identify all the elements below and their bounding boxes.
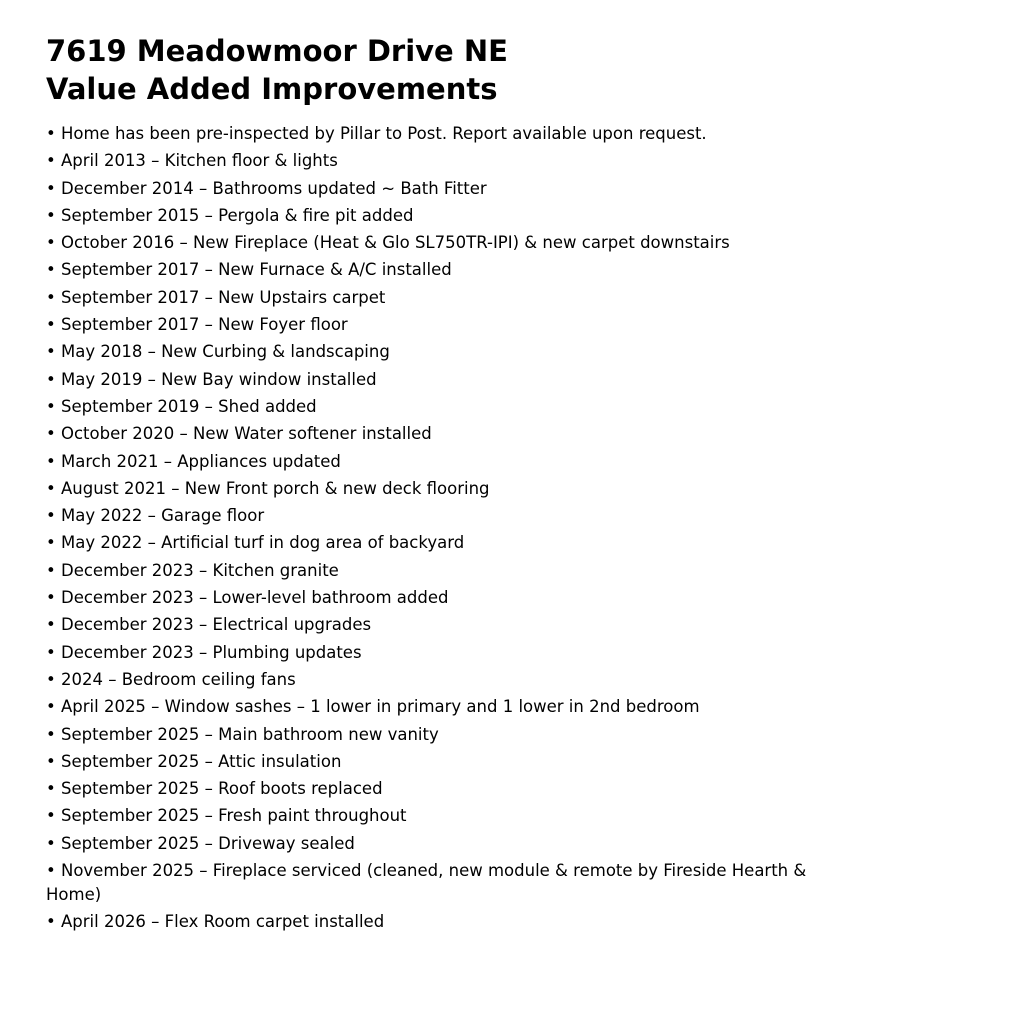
list-item (46, 586, 826, 610)
list-item-text: 2024 – Bedroom ceiling fans (60, 669, 296, 689)
bullet-marker: • (46, 178, 61, 198)
bullet-marker: • (46, 642, 61, 662)
bullet-marker: • (46, 833, 61, 853)
bullet-marker: • (46, 912, 61, 932)
list-item-text: September 2025 – Attic insulation (60, 751, 342, 771)
improvements-list (46, 122, 826, 934)
list-item-text: May 2018 – New Curbing & landscaping (60, 342, 390, 362)
list-item (46, 832, 826, 856)
list-item (46, 777, 826, 801)
bullet-marker: • (46, 151, 61, 171)
list-item-text: May 2019 – New Bay window installed (60, 369, 377, 389)
list-item-text: October 2016 – New Fireplace (Heat & Glo SL750TR-IPI) & new carpet downstairs (60, 233, 730, 253)
bullet-marker: • (46, 506, 61, 526)
list-item (46, 450, 826, 474)
bullet-marker: • (46, 779, 61, 799)
bullet-marker: • (46, 124, 61, 143)
list-item (46, 804, 826, 828)
bullet-marker: • (46, 369, 61, 389)
bullet-marker: • (46, 233, 61, 253)
bullet-marker: • (46, 533, 61, 553)
bullet-marker: • (46, 424, 61, 444)
list-item (46, 177, 826, 201)
list-item (46, 422, 826, 446)
bullet-marker: • (46, 315, 61, 335)
list-item-text: December 2023 – Plumbing updates (60, 642, 362, 662)
list-item (46, 750, 826, 774)
list-item-text: September 2017 – New Furnace & A/C installed (60, 260, 452, 280)
title-subtitle: Value Added Improvements (46, 72, 498, 106)
bullet-marker: • (46, 615, 61, 635)
document-page (46, 32, 826, 938)
list-item-text: April 2026 – Flex Room carpet installed (60, 912, 385, 932)
list-item (46, 859, 826, 907)
bullet-marker: • (46, 751, 61, 771)
list-item-text: March 2021 – Appliances updated (60, 451, 341, 471)
list-item (46, 149, 826, 173)
list-item-text: April 2025 – Window sashes – 1 lower in primary and 1 lower in 2nd bedroom (60, 697, 700, 717)
bullet-marker: • (46, 806, 61, 826)
list-item-text: May 2022 – Artificial turf in dog area of backyard (60, 533, 465, 553)
list-item (46, 477, 826, 501)
list-item-text: December 2014 – Bathrooms updated ~ Bath Fitter (60, 178, 487, 198)
bullet-marker: • (46, 588, 61, 608)
list-item-text: September 2017 – New Foyer floor (60, 315, 348, 335)
bullet-marker: • (46, 260, 61, 280)
list-item (46, 559, 826, 583)
list-item-text: December 2023 – Kitchen granite (60, 560, 339, 580)
list-item (46, 395, 826, 419)
list-item-text: August 2021 – New Front porch & new deck flooring (60, 478, 490, 498)
list-item-text: September 2025 – Driveway sealed (60, 833, 355, 853)
list-item (46, 313, 826, 337)
list-item-text: November 2025 – Fireplace serviced (cleaned, new module & remote by Fireside Hearth & Home) (46, 861, 807, 905)
list-item (46, 340, 826, 364)
list-item (46, 122, 826, 146)
list-item (46, 204, 826, 228)
list-item (46, 258, 826, 282)
list-item-text: September 2025 – Main bathroom new vanity (60, 724, 439, 744)
list-item (46, 668, 826, 692)
bullet-marker: • (46, 287, 61, 307)
title-address: 7619 Meadowmoor Drive NE (46, 34, 508, 68)
bullet-marker: • (46, 478, 61, 498)
list-item (46, 723, 826, 747)
list-item (46, 368, 826, 392)
bullet-marker: • (46, 560, 61, 580)
bullet-marker: • (46, 724, 61, 744)
list-item (46, 910, 826, 934)
list-item (46, 286, 826, 310)
bullet-marker: • (46, 205, 61, 225)
list-item-text: October 2020 – New Water softener installed (60, 424, 432, 444)
bullet-marker: • (46, 861, 61, 881)
list-item (46, 613, 826, 637)
list-item-text: May 2022 – Garage floor (60, 506, 265, 526)
list-item-text: April 2013 – Kitchen floor & lights (60, 151, 338, 171)
list-item (46, 504, 826, 528)
list-item (46, 531, 826, 555)
bullet-marker: • (46, 451, 61, 471)
list-item (46, 231, 826, 255)
list-item (46, 695, 826, 719)
list-item-text: September 2017 – New Upstairs carpet (60, 287, 386, 307)
list-item-text: Home has been pre-inspected by Pillar to Post. Report available upon request. (60, 124, 707, 143)
list-item-text: September 2025 – Roof boots replaced (60, 779, 383, 799)
page-title (46, 32, 826, 108)
list-item-text: September 2015 – Pergola & fire pit added (60, 205, 414, 225)
bullet-marker: • (46, 342, 61, 362)
bullet-marker: • (46, 669, 61, 689)
bullet-marker: • (46, 396, 61, 416)
list-item-text: December 2023 – Electrical upgrades (60, 615, 372, 635)
list-item-text: September 2025 – Fresh paint throughout (60, 806, 407, 826)
list-item (46, 641, 826, 665)
list-item-text: December 2023 – Lower-level bathroom added (60, 588, 449, 608)
bullet-marker: • (46, 697, 61, 717)
list-item-text: September 2019 – Shed added (60, 396, 317, 416)
